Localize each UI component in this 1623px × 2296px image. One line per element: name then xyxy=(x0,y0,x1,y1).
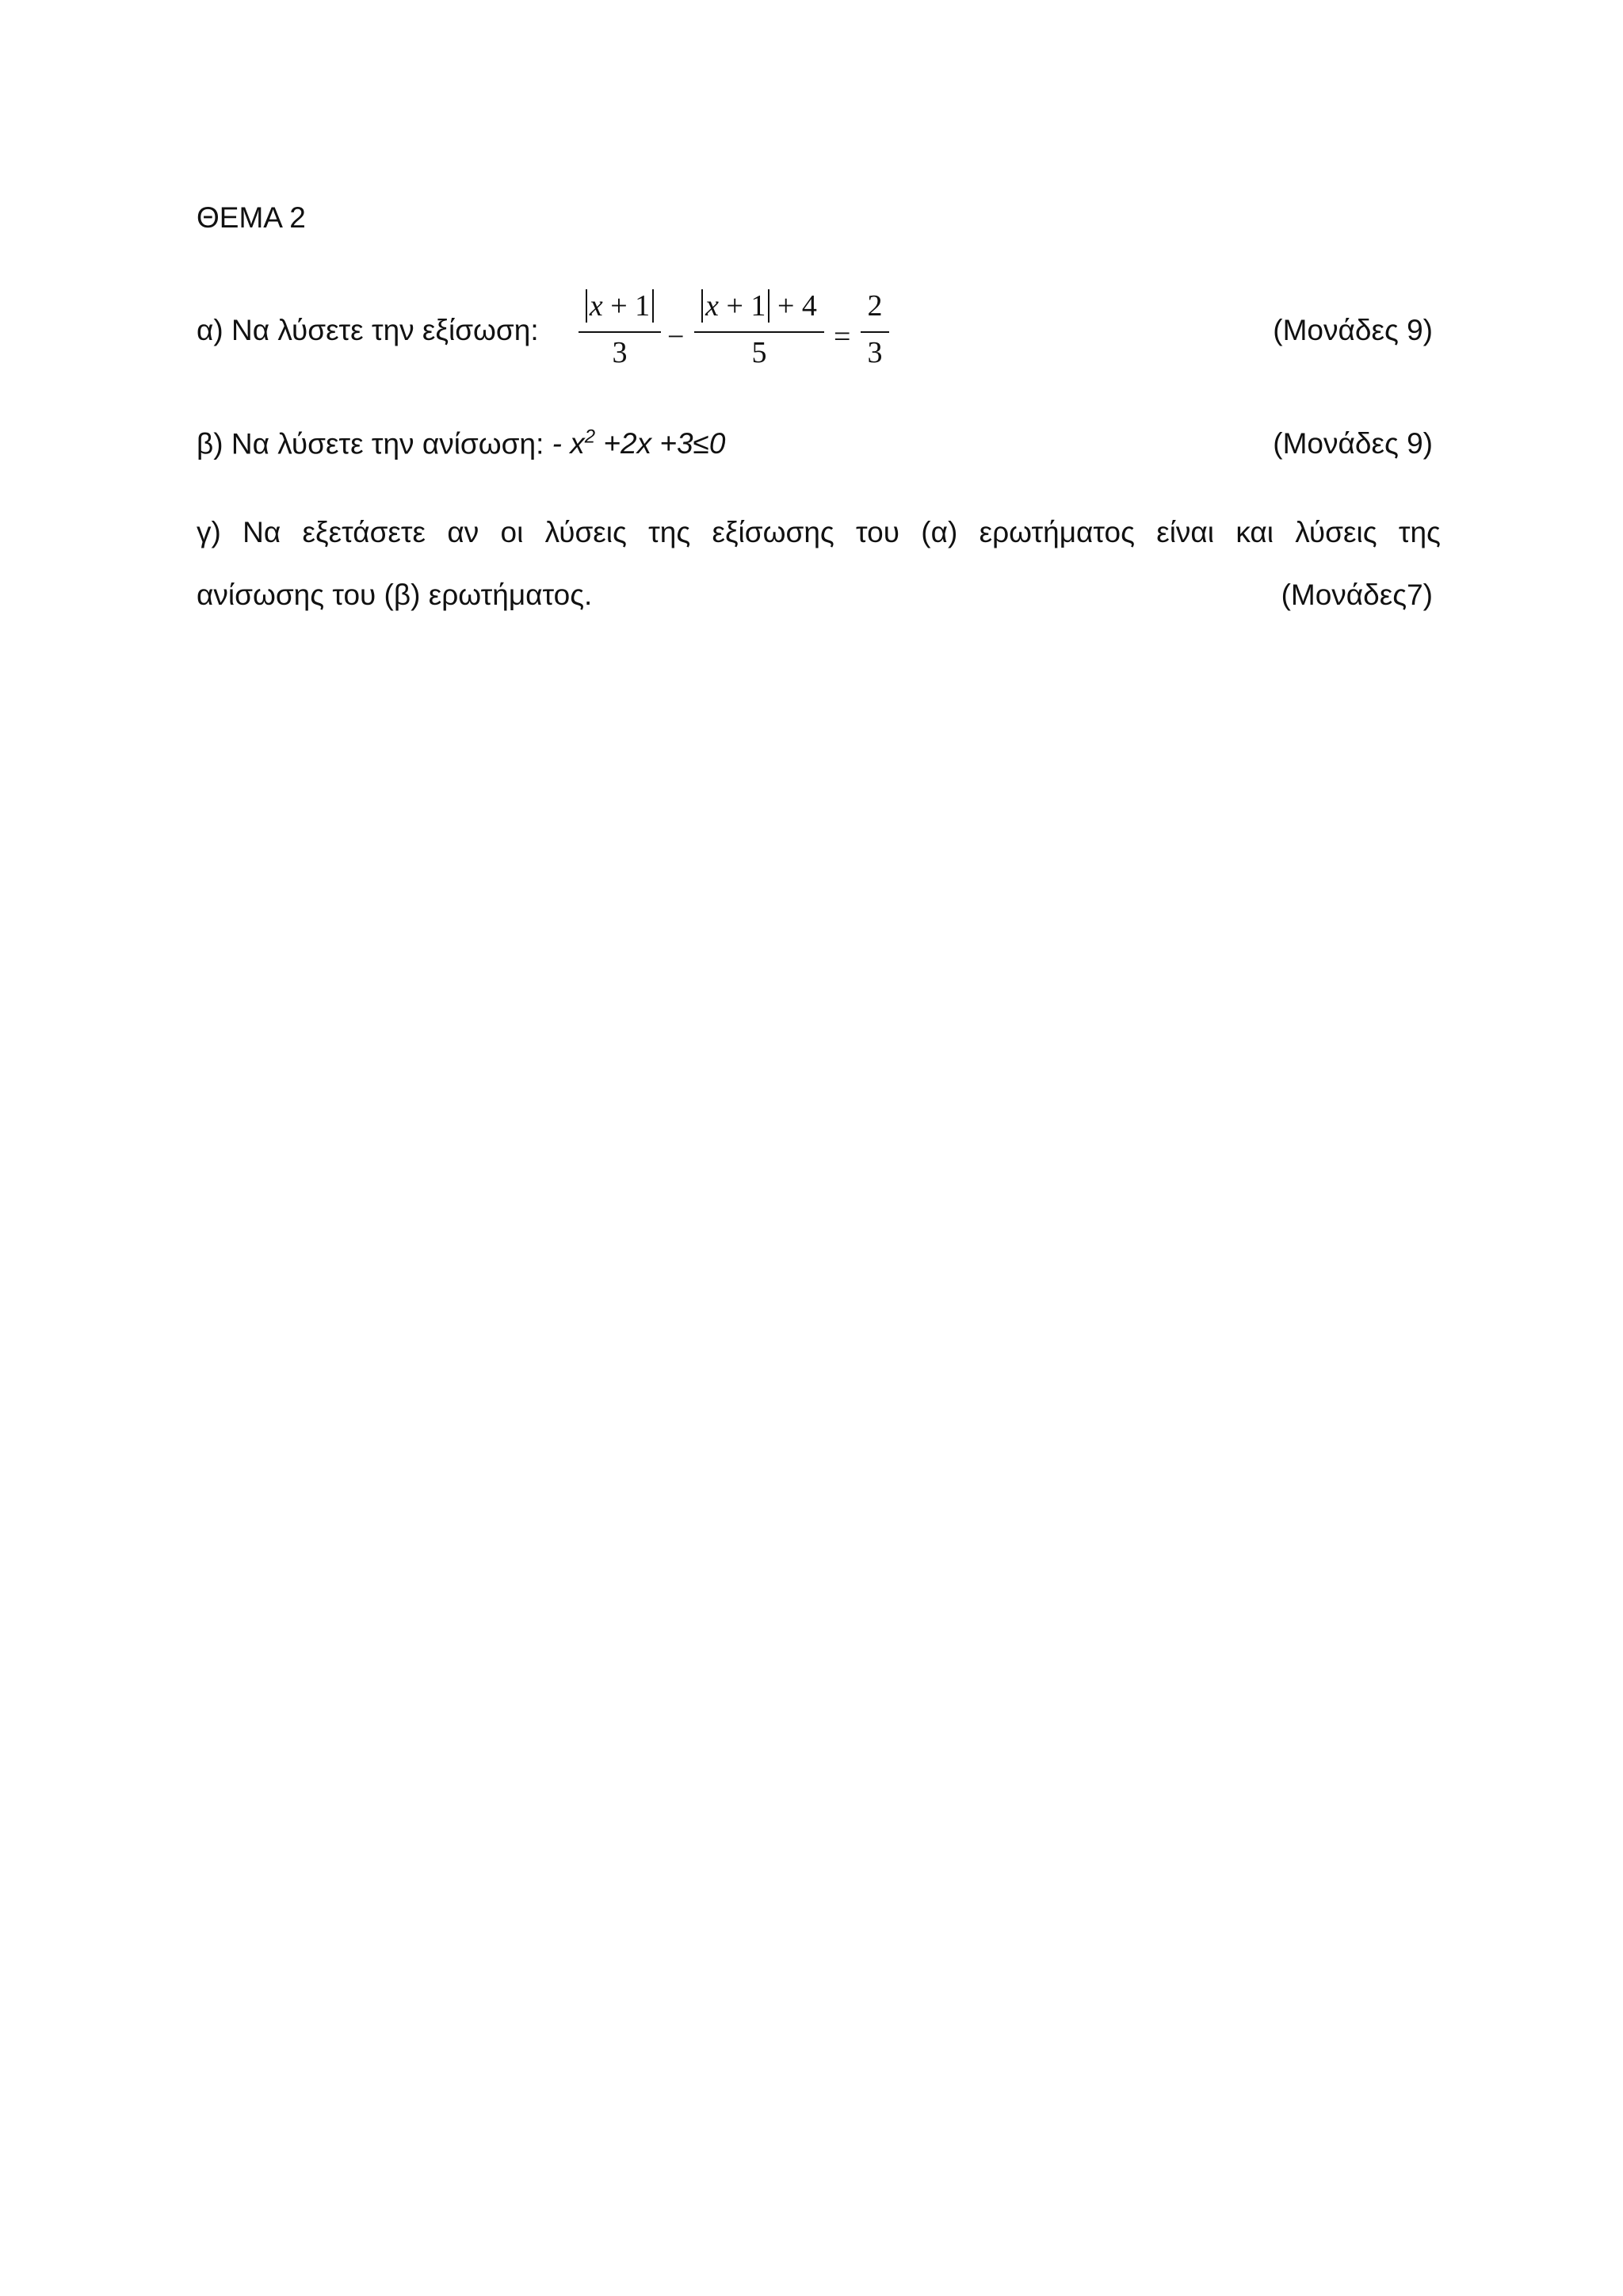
question-g-word: (α) xyxy=(921,516,958,548)
inequality-part-1: - x xyxy=(552,427,585,460)
question-g-word: εξίσωσης xyxy=(712,516,834,548)
question-g-word: του xyxy=(856,516,899,548)
abs-rest: + 1 xyxy=(602,289,651,323)
question-b xyxy=(197,426,1433,462)
fraction-1-numerator xyxy=(579,285,661,327)
question-a-points: (Μονάδες 9) xyxy=(1273,314,1433,346)
question-g-points: (Μονάδες7) xyxy=(1281,579,1433,611)
question-g-word: γ) xyxy=(197,516,221,548)
question-b-label: β) Να λύσετε την ανίσωση: xyxy=(197,427,544,460)
absolute-value-1 xyxy=(586,289,654,323)
fraction-1 xyxy=(579,285,661,372)
fraction-1-denominator: 3 xyxy=(612,336,628,369)
fraction-3-numerator: 2 xyxy=(867,289,883,323)
question-g-line-2 xyxy=(197,578,1433,613)
topic-heading: ΘΕΜΑ 2 xyxy=(197,201,306,234)
question-g-word: και xyxy=(1235,516,1274,548)
inequality-part-2: +2x +3≤0 xyxy=(595,427,726,460)
absolute-value-2 xyxy=(701,289,769,323)
question-b-points: (Μονάδες 9) xyxy=(1273,427,1433,460)
variable-x: x xyxy=(589,289,603,323)
question-g-word: αν xyxy=(447,516,479,548)
plus-four: + 4 xyxy=(769,289,817,323)
question-a-label: α) Να λύσετε την εξίσωση: xyxy=(197,314,539,346)
exponent: 2 xyxy=(584,426,596,448)
question-g-word: οι xyxy=(500,516,524,548)
minus-sign: − xyxy=(667,320,685,353)
question-g-word: ερωτήματος xyxy=(979,516,1135,548)
question-g-word: της xyxy=(648,516,691,548)
fraction-2-denominator: 5 xyxy=(751,336,767,369)
inequality-b xyxy=(552,427,726,460)
fraction-2 xyxy=(694,285,824,372)
question-g-word: της xyxy=(1398,516,1441,548)
question-g-word: Να xyxy=(242,516,281,548)
equation-a xyxy=(579,285,1070,396)
question-g-word: είναι xyxy=(1156,516,1215,548)
question-g-line-1 xyxy=(197,515,1441,550)
question-g-word: λύσεις xyxy=(1295,516,1377,548)
question-g-word: λύσεις xyxy=(544,516,627,548)
fraction-3-denominator: 3 xyxy=(867,336,883,369)
variable-x: x xyxy=(705,289,719,323)
question-g-word: εξετάσετε xyxy=(302,516,426,548)
question-g-text-line-2: ανίσωσης του (β) ερωτήματος. xyxy=(197,579,593,611)
fraction-3 xyxy=(861,285,889,372)
abs-rest: + 1 xyxy=(719,289,766,323)
fraction-2-numerator xyxy=(694,285,824,327)
equals-sign: = xyxy=(834,320,851,353)
